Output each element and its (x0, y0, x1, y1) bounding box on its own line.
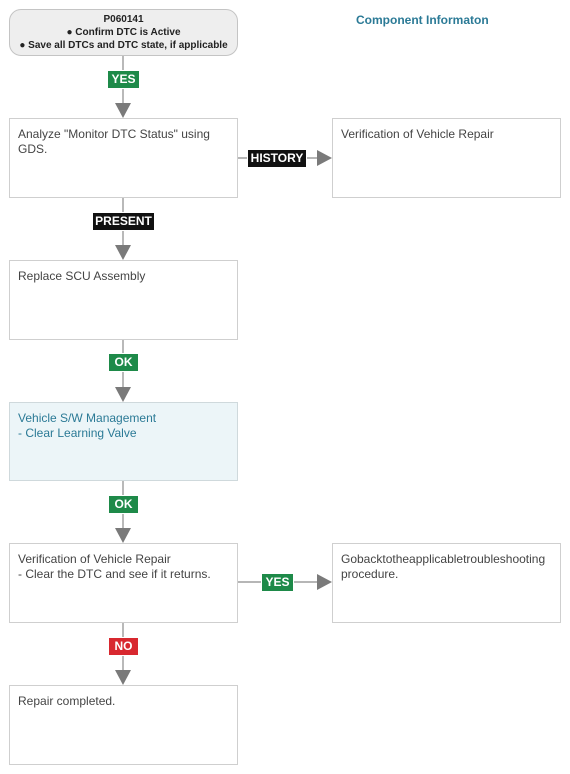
step-replace-scu (9, 260, 238, 340)
step-link-text[interactable]: Vehicle S/W Management (18, 411, 157, 425)
component-information-link[interactable]: Component Informaton (356, 13, 489, 27)
badge-ok: OK (108, 353, 139, 372)
arrow-head (115, 528, 131, 543)
dtc-code: P060141 (103, 14, 144, 25)
badge-history: HISTORY (247, 149, 307, 168)
badge-present: PRESENT (92, 212, 155, 231)
step-link-text[interactable]: - Clear Learning Valve (18, 426, 137, 440)
step-verification-history (332, 118, 561, 198)
arrow-head (115, 103, 131, 118)
badge-no: NO (108, 637, 139, 656)
step-go-back-troubleshooting (332, 543, 561, 623)
start-node (9, 9, 238, 56)
step-text: GDS. (18, 142, 48, 156)
step-text: - Clear the DTC and see if it returns. (18, 567, 211, 581)
step-text: Gobacktotheapplicabletroubleshooting (341, 552, 546, 566)
step-text: procedure. (341, 567, 399, 581)
step-text: Analyze "Monitor DTC Status" using (18, 127, 210, 141)
step-analyze-monitor-dtc-status (9, 118, 238, 198)
arrow-head (115, 387, 131, 402)
step-verification-vehicle-repair (9, 543, 238, 623)
arrow-head (115, 245, 131, 260)
start-item: ● Save all DTCs and DTC state, if applicable (19, 40, 228, 51)
step-text: Replace SCU Assembly (18, 269, 146, 283)
start-item: ● Confirm DTC is Active (66, 27, 181, 38)
badge-yes: YES (261, 573, 294, 592)
step-repair-completed (9, 685, 238, 765)
arrow-head (115, 670, 131, 685)
badge-yes: YES (107, 70, 140, 89)
arrow-head (317, 574, 332, 590)
arrow-head (317, 150, 332, 166)
step-text: Repair completed. (18, 694, 116, 708)
step-vehicle-sw-management[interactable] (9, 402, 238, 481)
badge-ok: OK (108, 495, 139, 514)
step-text: Verification of Vehicle Repair (18, 552, 171, 566)
step-text: Verification of Vehicle Repair (341, 127, 494, 141)
